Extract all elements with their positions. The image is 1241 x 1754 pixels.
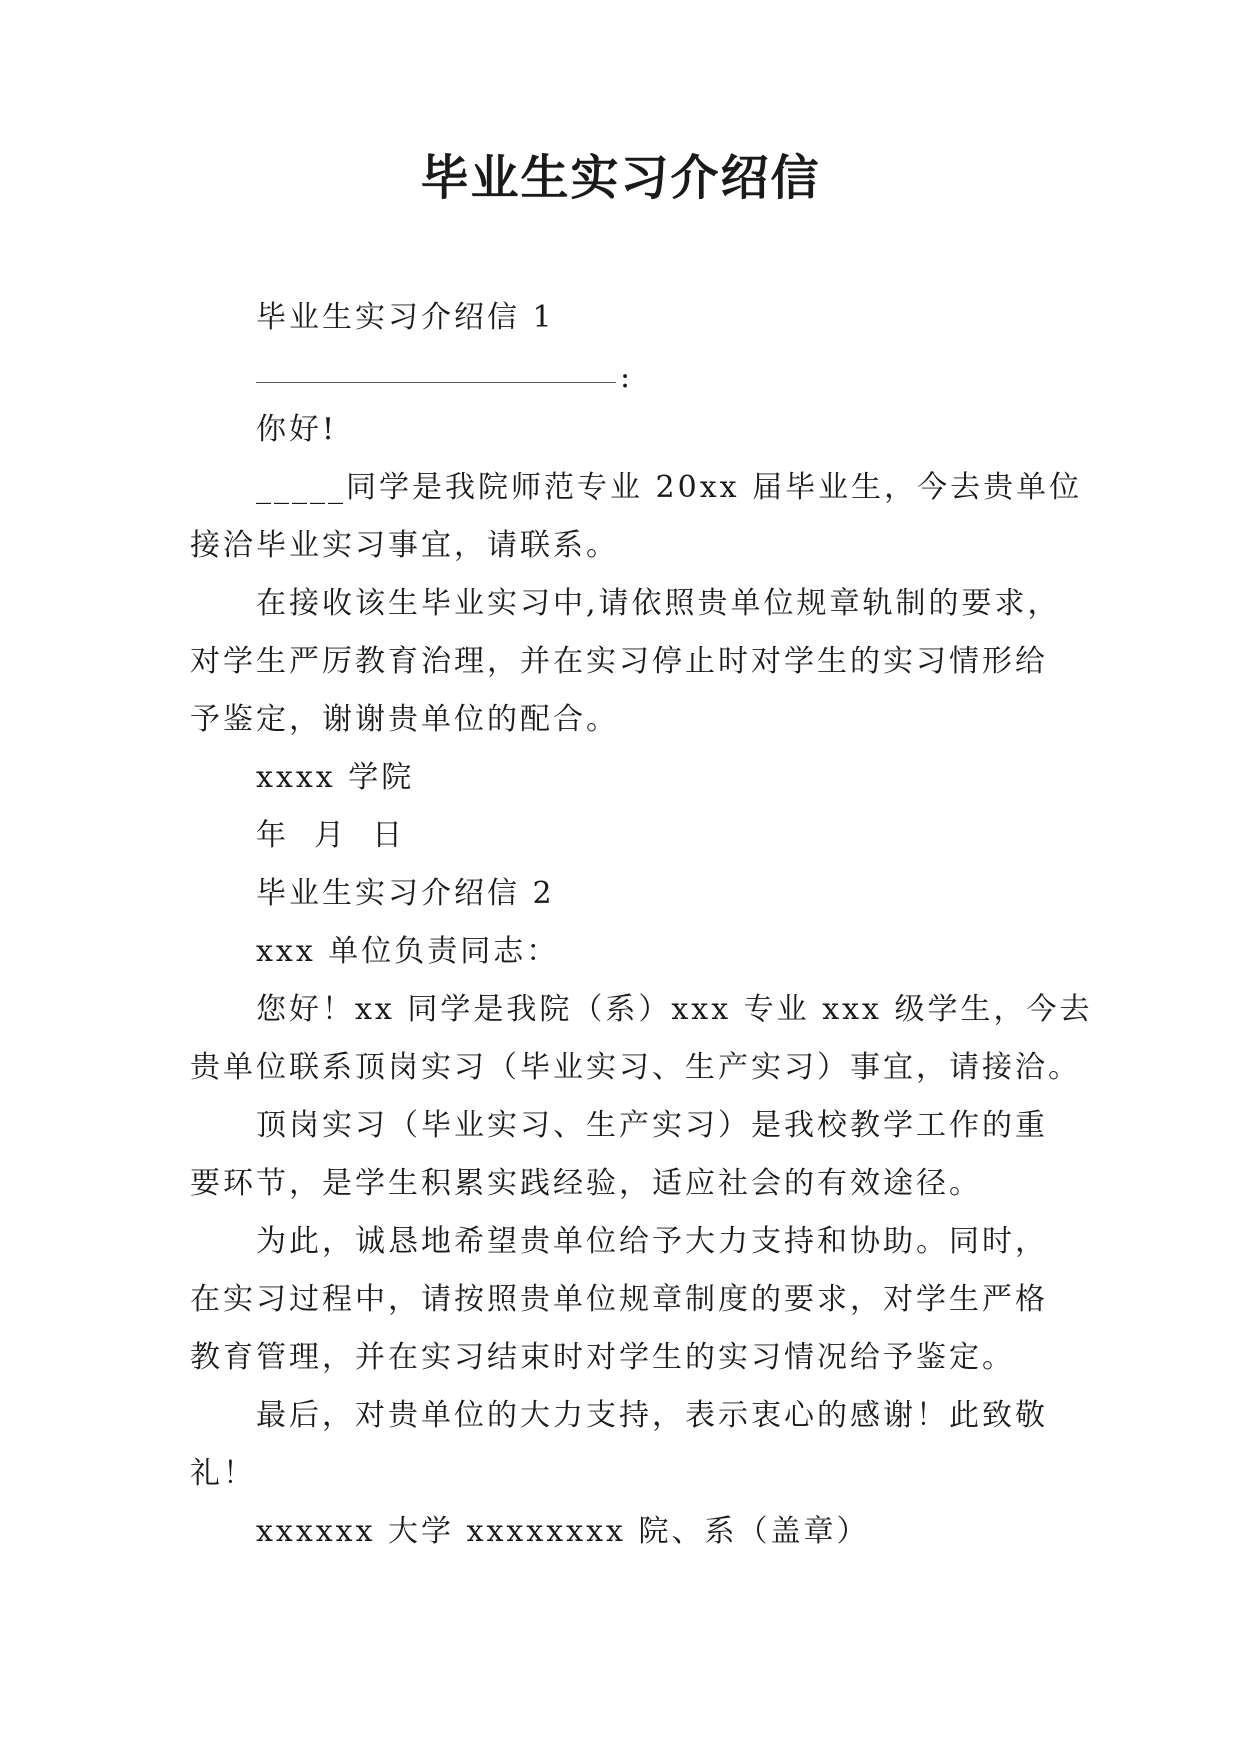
letter1-p1-line2: 接洽毕业实习事宜，请联系。 — [190, 528, 619, 563]
letter1-signer: xxxx 学院 — [256, 760, 415, 795]
document-title: 毕业生实习介绍信 — [420, 150, 821, 206]
letter1-date: 年 月 日 — [256, 818, 406, 853]
letter2-heading: 毕业生实习介绍信 2 — [256, 876, 555, 911]
letter2-p3-line1: 为此，诚恳地希望贵单位给予大力支持和协助。同时， — [256, 1224, 1048, 1259]
letter1-p1-line1: _____同学是我院师范专业 20xx 届毕业生，今去贵单位 — [256, 470, 1083, 505]
letter2-p3-line3: 教育管理，并在实习结束时对学生的实习情况给予鉴定。 — [190, 1340, 1015, 1375]
letter1-p2-line3: 予鉴定，谢谢贵单位的配合。 — [190, 702, 619, 737]
letter2-p3-line2: 在实习过程中，请按照贵单位规章制度的要求，对学生严格 — [190, 1282, 1048, 1317]
letter2-recipient: xxx 单位负责同志： — [256, 934, 560, 969]
letter1-heading: 毕业生实习介绍信 1 — [256, 300, 555, 335]
letter2-p1-line2: 贵单位联系顶岗实习（毕业实习、生产实习）事宜，请接洽。 — [190, 1050, 1081, 1085]
recipient-colon: : — [620, 360, 631, 395]
letter2-p4-line2: 礼！ — [190, 1456, 256, 1491]
letter2-p1-line1: 您好！xx 同学是我院（系）xxx 专业 xxx 级学生，今去 — [256, 992, 1093, 1027]
letter1-p2-line2: 对学生严厉教育治理，并在实习停止时对学生的实习情形给 — [190, 644, 1048, 679]
letter1-p2-line1: 在接收该生毕业实习中,请依照贵单位规章轨制的要求， — [256, 586, 1061, 621]
letter2-p2-line2: 要环节，是学生积累实践经验，适应社会的有效途径。 — [190, 1166, 982, 1201]
letter2-p4-line1: 最后，对贵单位的大力支持，表示衷心的感谢！此致敬 — [256, 1398, 1048, 1433]
recipient-blank-line — [256, 382, 616, 383]
letter2-signer: xxxxxx 大学 xxxxxxxx 院、系（盖章） — [256, 1514, 870, 1549]
letter1-greeting: 你好! — [256, 412, 338, 447]
letter2-p2-line1: 顶岗实习（毕业实习、生产实习）是我校教学工作的重 — [256, 1108, 1048, 1143]
